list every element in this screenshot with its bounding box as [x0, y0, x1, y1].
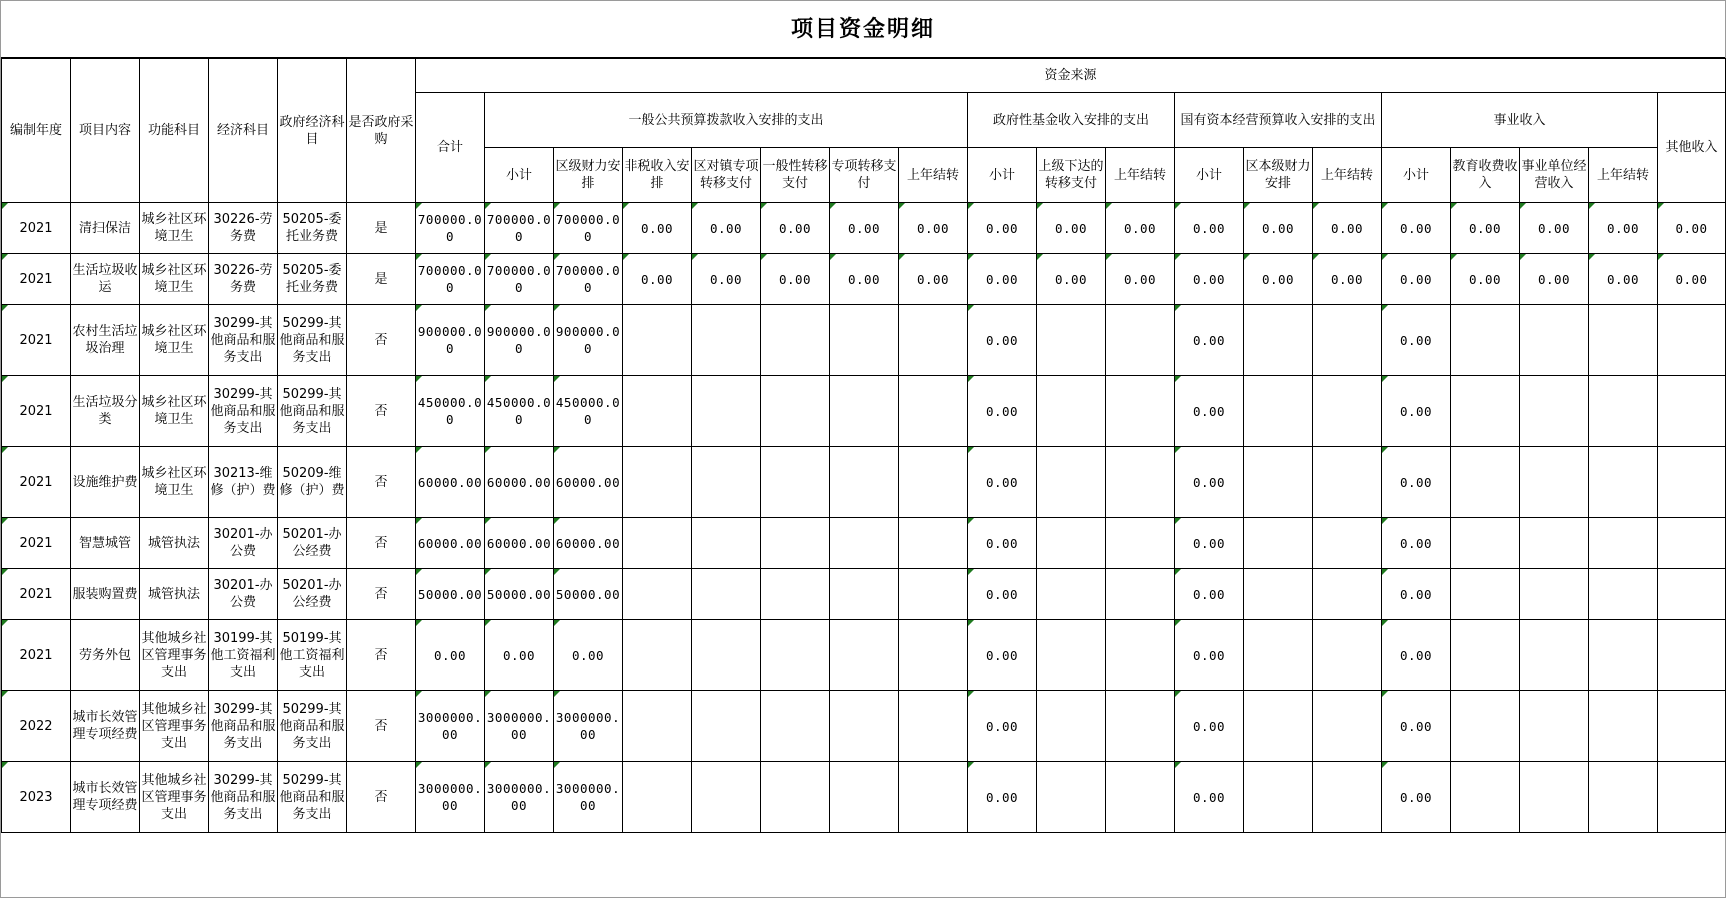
cell-bi-education[interactable]	[1451, 447, 1520, 518]
cell-content[interactable]: 智慧城管	[71, 518, 140, 569]
cell-sc-district[interactable]	[1244, 620, 1313, 691]
cell-bi-unit-operation[interactable]	[1520, 762, 1589, 833]
cell-content[interactable]: 生活垃圾分类	[71, 376, 140, 447]
cell-gf-upper-transfer[interactable]	[1037, 691, 1106, 762]
cell-gb-district[interactable]: 60000.00	[554, 447, 623, 518]
cell-year[interactable]: 2021	[2, 447, 71, 518]
cell-bi-carryover[interactable]	[1589, 447, 1658, 518]
cell-economic[interactable]: 30226-劳务费	[209, 254, 278, 305]
cell-gf-subtotal[interactable]: 0.00	[968, 203, 1037, 254]
cell-gb-carryover[interactable]	[899, 305, 968, 376]
cell-sc-district[interactable]	[1244, 376, 1313, 447]
cell-gov-economic[interactable]: 50299-其他商品和服务支出	[278, 691, 347, 762]
cell-gf-carryover[interactable]	[1106, 447, 1175, 518]
cell-function[interactable]: 城乡社区环境卫生	[140, 305, 209, 376]
cell-bi-education[interactable]	[1451, 762, 1520, 833]
cell-gb-subtotal[interactable]: 0.00	[485, 620, 554, 691]
cell-content[interactable]: 农村生活垃圾治理	[71, 305, 140, 376]
cell-bi-unit-operation[interactable]	[1520, 518, 1589, 569]
header-bi-education: 教育收费收入	[1451, 148, 1520, 203]
cell-function[interactable]: 其他城乡社区管理事务支出	[140, 620, 209, 691]
cell-bi-carryover[interactable]	[1589, 691, 1658, 762]
cell-bi-unit-operation[interactable]	[1520, 376, 1589, 447]
cell-gf-subtotal[interactable]: 0.00	[968, 518, 1037, 569]
cell-other-income[interactable]	[1658, 762, 1726, 833]
cell-bi-education[interactable]: 0.00	[1451, 254, 1520, 305]
cell-bi-subtotal[interactable]: 0.00	[1382, 620, 1451, 691]
cell-gb-town-transfer[interactable]	[692, 620, 761, 691]
cell-gf-upper-transfer[interactable]	[1037, 518, 1106, 569]
cell-gb-subtotal[interactable]: 900000.00	[485, 305, 554, 376]
cell-gf-upper-transfer[interactable]	[1037, 447, 1106, 518]
table-row	[2, 691, 1726, 762]
header-state-capital: 国有资本经营预算收入安排的支出	[1175, 93, 1382, 148]
cell-gb-nontax[interactable]	[623, 305, 692, 376]
cell-sc-subtotal[interactable]: 0.00	[1175, 762, 1244, 833]
header-other-income: 其他收入	[1658, 93, 1726, 203]
cell-gb-district[interactable]: 700000.00	[554, 254, 623, 305]
cell-gf-carryover[interactable]	[1106, 305, 1175, 376]
header-sc-carryover: 上年结转	[1313, 148, 1382, 203]
cell-bi-carryover[interactable]	[1589, 376, 1658, 447]
cell-gb-general-transfer[interactable]	[761, 620, 830, 691]
cell-gb-nontax[interactable]: 0.00	[623, 203, 692, 254]
cell-gb-special-transfer[interactable]	[830, 518, 899, 569]
header-sc-district: 区本级财力安排	[1244, 148, 1313, 203]
cell-gov-economic[interactable]: 50299-其他商品和服务支出	[278, 376, 347, 447]
cell-gf-subtotal[interactable]: 0.00	[968, 254, 1037, 305]
cell-gb-general-transfer[interactable]	[761, 762, 830, 833]
cell-content[interactable]: 生活垃圾收运	[71, 254, 140, 305]
cell-gf-subtotal[interactable]: 0.00	[968, 762, 1037, 833]
cell-bi-education[interactable]	[1451, 691, 1520, 762]
cell-gb-town-transfer[interactable]	[692, 376, 761, 447]
cell-economic[interactable]: 30201-办公费	[209, 518, 278, 569]
cell-gf-subtotal[interactable]: 0.00	[968, 620, 1037, 691]
cell-gb-general-transfer[interactable]	[761, 447, 830, 518]
cell-function[interactable]: 城乡社区环境卫生	[140, 203, 209, 254]
cell-content[interactable]: 城市长效管理专项经费	[71, 762, 140, 833]
cell-gb-town-transfer[interactable]	[692, 691, 761, 762]
header-gb-general-transfer: 一般性转移支付	[761, 148, 830, 203]
cell-gf-upper-transfer[interactable]	[1037, 376, 1106, 447]
table-row	[2, 376, 1726, 447]
cell-gb-carryover[interactable]	[899, 447, 968, 518]
cell-year[interactable]: 2021	[2, 305, 71, 376]
table-row	[2, 620, 1726, 691]
cell-gb-general-transfer[interactable]	[761, 518, 830, 569]
cell-sc-carryover[interactable]	[1313, 620, 1382, 691]
cell-gb-general-transfer[interactable]: 0.00	[761, 203, 830, 254]
cell-gf-carryover[interactable]	[1106, 376, 1175, 447]
cell-gb-district[interactable]: 900000.00	[554, 305, 623, 376]
header-bi-carryover: 上年结转	[1589, 148, 1658, 203]
cell-gf-carryover[interactable]	[1106, 762, 1175, 833]
cell-year[interactable]: 2023	[2, 762, 71, 833]
header-gb-carryover: 上年结转	[899, 148, 968, 203]
header-fund-source: 资金来源	[416, 59, 1726, 93]
header-bi-subtotal: 小计	[1382, 148, 1451, 203]
cell-sc-carryover[interactable]	[1313, 569, 1382, 620]
cell-sc-carryover[interactable]	[1313, 305, 1382, 376]
cell-function[interactable]: 城乡社区环境卫生	[140, 254, 209, 305]
cell-gf-carryover[interactable]	[1106, 518, 1175, 569]
cell-sc-district[interactable]	[1244, 518, 1313, 569]
cell-gb-town-transfer[interactable]	[692, 305, 761, 376]
cell-gb-carryover[interactable]	[899, 518, 968, 569]
cell-total[interactable]: 50000.00	[416, 569, 485, 620]
cell-bi-subtotal[interactable]: 0.00	[1382, 569, 1451, 620]
cell-year[interactable]: 2021	[2, 518, 71, 569]
cell-bi-subtotal[interactable]: 0.00	[1382, 518, 1451, 569]
cell-other-income[interactable]	[1658, 691, 1726, 762]
cell-sc-district[interactable]: 0.00	[1244, 203, 1313, 254]
cell-gb-district[interactable]: 450000.00	[554, 376, 623, 447]
cell-procurement[interactable]: 否	[347, 569, 416, 620]
cell-gb-general-transfer[interactable]	[761, 569, 830, 620]
cell-gb-special-transfer[interactable]: 0.00	[830, 203, 899, 254]
cell-procurement[interactable]: 否	[347, 376, 416, 447]
cell-bi-subtotal[interactable]: 0.00	[1382, 203, 1451, 254]
cell-content[interactable]: 设施维护费	[71, 447, 140, 518]
cell-economic[interactable]: 30299-其他商品和服务支出	[209, 376, 278, 447]
cell-function[interactable]: 城乡社区环境卫生	[140, 376, 209, 447]
cell-sc-carryover[interactable]: 0.00	[1313, 254, 1382, 305]
header-bi-unit-operation: 事业单位经营收入	[1520, 148, 1589, 203]
cell-gb-town-transfer[interactable]	[692, 762, 761, 833]
cell-gb-general-transfer[interactable]	[761, 691, 830, 762]
cell-gf-subtotal[interactable]: 0.00	[968, 376, 1037, 447]
header-gov-economic: 政府经济科目	[278, 59, 347, 203]
cell-gb-special-transfer[interactable]	[830, 569, 899, 620]
cell-gb-nontax[interactable]	[623, 518, 692, 569]
cell-sc-subtotal[interactable]: 0.00	[1175, 569, 1244, 620]
cell-economic[interactable]: 30201-办公费	[209, 569, 278, 620]
cell-gov-economic[interactable]: 50201-办公经费	[278, 518, 347, 569]
cell-gb-special-transfer[interactable]	[830, 620, 899, 691]
cell-gf-carryover[interactable]: 0.00	[1106, 254, 1175, 305]
cell-content[interactable]: 清扫保洁	[71, 203, 140, 254]
cell-sc-carryover[interactable]	[1313, 762, 1382, 833]
cell-bi-unit-operation[interactable]: 0.00	[1520, 254, 1589, 305]
cell-bi-subtotal[interactable]: 0.00	[1382, 376, 1451, 447]
cell-sc-carryover[interactable]	[1313, 376, 1382, 447]
table-row	[2, 305, 1726, 376]
cell-procurement[interactable]: 否	[347, 447, 416, 518]
cell-gb-special-transfer[interactable]	[830, 447, 899, 518]
cell-bi-subtotal[interactable]: 0.00	[1382, 447, 1451, 518]
cell-gov-economic[interactable]: 50299-其他商品和服务支出	[278, 762, 347, 833]
cell-function[interactable]: 其他城乡社区管理事务支出	[140, 762, 209, 833]
cell-total[interactable]: 60000.00	[416, 518, 485, 569]
cell-gov-economic[interactable]: 50199-其他工资福利支出	[278, 620, 347, 691]
cell-gb-subtotal[interactable]: 450000.00	[485, 376, 554, 447]
cell-bi-unit-operation[interactable]	[1520, 569, 1589, 620]
cell-economic[interactable]: 30299-其他商品和服务支出	[209, 762, 278, 833]
cell-gb-special-transfer[interactable]	[830, 305, 899, 376]
header-gf-upper-transfer: 上级下达的转移支付	[1037, 148, 1106, 203]
cell-gb-subtotal[interactable]: 50000.00	[485, 569, 554, 620]
cell-sc-subtotal[interactable]: 0.00	[1175, 518, 1244, 569]
header-gb-subtotal: 小计	[485, 148, 554, 203]
cell-sc-carryover[interactable]	[1313, 518, 1382, 569]
header-general-budget: 一般公共预算拨款收入安排的支出	[485, 93, 968, 148]
header-content: 项目内容	[71, 59, 140, 203]
header-sc-subtotal: 小计	[1175, 148, 1244, 203]
cell-gb-district[interactable]: 700000.00	[554, 203, 623, 254]
cell-gb-nontax[interactable]	[623, 691, 692, 762]
cell-total[interactable]: 3000000.00	[416, 691, 485, 762]
cell-gb-nontax[interactable]	[623, 447, 692, 518]
cell-gb-nontax[interactable]: 0.00	[623, 254, 692, 305]
cell-bi-carryover[interactable]: 0.00	[1589, 254, 1658, 305]
cell-procurement[interactable]: 是	[347, 254, 416, 305]
cell-gb-subtotal[interactable]: 60000.00	[485, 447, 554, 518]
cell-total[interactable]: 700000.00	[416, 254, 485, 305]
cell-gf-subtotal[interactable]: 0.00	[968, 447, 1037, 518]
cell-content[interactable]: 劳务外包	[71, 620, 140, 691]
cell-gf-upper-transfer[interactable]	[1037, 620, 1106, 691]
header-procurement: 是否政府采购	[347, 59, 416, 203]
header-year: 编制年度	[2, 59, 71, 203]
cell-year[interactable]: 2021	[2, 376, 71, 447]
cell-gf-carryover[interactable]	[1106, 569, 1175, 620]
cell-gf-subtotal[interactable]: 0.00	[968, 691, 1037, 762]
cell-bi-unit-operation[interactable]	[1520, 620, 1589, 691]
cell-sc-district[interactable]: 0.00	[1244, 254, 1313, 305]
header-gf-carryover: 上年结转	[1106, 148, 1175, 203]
cell-sc-subtotal[interactable]: 0.00	[1175, 305, 1244, 376]
cell-bi-education[interactable]	[1451, 518, 1520, 569]
cell-gb-district[interactable]: 3000000.00	[554, 762, 623, 833]
cell-bi-carryover[interactable]	[1589, 762, 1658, 833]
cell-gf-carryover[interactable]	[1106, 691, 1175, 762]
cell-bi-subtotal[interactable]: 0.00	[1382, 254, 1451, 305]
cell-gov-economic[interactable]: 50205-委托业务费	[278, 203, 347, 254]
cell-gb-general-transfer[interactable]	[761, 376, 830, 447]
cell-bi-carryover[interactable]	[1589, 620, 1658, 691]
cell-gb-town-transfer[interactable]	[692, 518, 761, 569]
cell-economic[interactable]: 30199-其他工资福利支出	[209, 620, 278, 691]
header-function: 功能科目	[140, 59, 209, 203]
cell-procurement[interactable]: 否	[347, 518, 416, 569]
header-gb-nontax: 非税收入安排	[623, 148, 692, 203]
cell-gb-special-transfer[interactable]: 0.00	[830, 254, 899, 305]
cell-bi-carryover[interactable]	[1589, 569, 1658, 620]
cell-gb-carryover[interactable]	[899, 762, 968, 833]
cell-total[interactable]: 450000.00	[416, 376, 485, 447]
cell-gb-subtotal[interactable]: 700000.00	[485, 203, 554, 254]
cell-gb-carryover[interactable]: 0.00	[899, 254, 968, 305]
cell-procurement[interactable]: 否	[347, 620, 416, 691]
cell-gf-subtotal[interactable]: 0.00	[968, 569, 1037, 620]
cell-procurement[interactable]: 是	[347, 203, 416, 254]
cell-bi-unit-operation[interactable]	[1520, 305, 1589, 376]
header-business-income: 事业收入	[1382, 93, 1658, 148]
cell-bi-education[interactable]	[1451, 620, 1520, 691]
cell-other-income[interactable]: 0.00	[1658, 254, 1726, 305]
cell-total[interactable]: 0.00	[416, 620, 485, 691]
cell-sc-subtotal[interactable]: 0.00	[1175, 691, 1244, 762]
cell-sc-carryover[interactable]	[1313, 691, 1382, 762]
cell-total[interactable]: 900000.00	[416, 305, 485, 376]
cell-bi-unit-operation[interactable]	[1520, 447, 1589, 518]
table-row	[2, 203, 1726, 254]
cell-function[interactable]: 其他城乡社区管理事务支出	[140, 691, 209, 762]
cell-other-income[interactable]	[1658, 620, 1726, 691]
cell-gf-carryover[interactable]: 0.00	[1106, 203, 1175, 254]
cell-other-income[interactable]: 0.00	[1658, 203, 1726, 254]
cell-bi-education[interactable]	[1451, 569, 1520, 620]
cell-other-income[interactable]	[1658, 305, 1726, 376]
cell-bi-education[interactable]: 0.00	[1451, 203, 1520, 254]
cell-gb-carryover[interactable]	[899, 376, 968, 447]
cell-sc-carryover[interactable]: 0.00	[1313, 203, 1382, 254]
cell-gb-general-transfer[interactable]	[761, 305, 830, 376]
table-body	[2, 203, 1726, 833]
cell-sc-district[interactable]	[1244, 447, 1313, 518]
cell-bi-carryover[interactable]: 0.00	[1589, 203, 1658, 254]
cell-gb-town-transfer[interactable]: 0.00	[692, 203, 761, 254]
cell-other-income[interactable]	[1658, 569, 1726, 620]
cell-gov-economic[interactable]: 50299-其他商品和服务支出	[278, 305, 347, 376]
cell-gb-subtotal[interactable]: 700000.00	[485, 254, 554, 305]
cell-bi-unit-operation[interactable]: 0.00	[1520, 203, 1589, 254]
cell-sc-district[interactable]	[1244, 762, 1313, 833]
table-row	[2, 254, 1726, 305]
cell-procurement[interactable]: 否	[347, 691, 416, 762]
cell-function[interactable]: 城管执法	[140, 569, 209, 620]
cell-bi-carryover[interactable]	[1589, 518, 1658, 569]
header-economic: 经济科目	[209, 59, 278, 203]
cell-year[interactable]: 2021	[2, 569, 71, 620]
header-total: 合计	[416, 93, 485, 203]
cell-gf-upper-transfer[interactable]	[1037, 305, 1106, 376]
cell-gb-subtotal[interactable]: 3000000.00	[485, 762, 554, 833]
table-row	[2, 762, 1726, 833]
cell-year[interactable]: 2021	[2, 254, 71, 305]
cell-content[interactable]: 服装购置费	[71, 569, 140, 620]
cell-function[interactable]: 城乡社区环境卫生	[140, 447, 209, 518]
cell-bi-unit-operation[interactable]	[1520, 691, 1589, 762]
cell-total[interactable]: 60000.00	[416, 447, 485, 518]
cell-total[interactable]: 700000.00	[416, 203, 485, 254]
cell-bi-carryover[interactable]	[1589, 305, 1658, 376]
cell-gb-nontax[interactable]	[623, 569, 692, 620]
cell-gb-district[interactable]: 60000.00	[554, 518, 623, 569]
cell-procurement[interactable]: 否	[347, 762, 416, 833]
table-row	[2, 518, 1726, 569]
table-header	[2, 59, 1726, 203]
cell-gov-economic[interactable]: 50205-委托业务费	[278, 254, 347, 305]
header-gov-fund: 政府性基金收入安排的支出	[968, 93, 1175, 148]
cell-gf-upper-transfer[interactable]	[1037, 762, 1106, 833]
cell-gb-district[interactable]: 0.00	[554, 620, 623, 691]
cell-other-income[interactable]	[1658, 376, 1726, 447]
cell-year[interactable]: 2022	[2, 691, 71, 762]
header-gb-town-transfer: 区对镇专项转移支付	[692, 148, 761, 203]
cell-gf-upper-transfer[interactable]: 0.00	[1037, 203, 1106, 254]
cell-total[interactable]: 3000000.00	[416, 762, 485, 833]
cell-bi-subtotal[interactable]: 0.00	[1382, 305, 1451, 376]
cell-sc-subtotal[interactable]: 0.00	[1175, 254, 1244, 305]
cell-gb-carryover[interactable]	[899, 691, 968, 762]
cell-gb-subtotal[interactable]: 3000000.00	[485, 691, 554, 762]
header-gb-district: 区级财力安排	[554, 148, 623, 203]
cell-gb-special-transfer[interactable]	[830, 762, 899, 833]
cell-sc-district[interactable]	[1244, 305, 1313, 376]
cell-sc-subtotal[interactable]: 0.00	[1175, 620, 1244, 691]
cell-content[interactable]: 城市长效管理专项经费	[71, 691, 140, 762]
cell-gb-district[interactable]: 50000.00	[554, 569, 623, 620]
cell-gb-nontax[interactable]	[623, 620, 692, 691]
cell-gb-nontax[interactable]	[623, 762, 692, 833]
cell-other-income[interactable]	[1658, 447, 1726, 518]
cell-gov-economic[interactable]: 50201-办公经费	[278, 569, 347, 620]
fund-detail-table	[1, 58, 1726, 833]
cell-sc-subtotal[interactable]: 0.00	[1175, 447, 1244, 518]
cell-gf-upper-transfer[interactable]	[1037, 569, 1106, 620]
cell-gb-general-transfer[interactable]: 0.00	[761, 254, 830, 305]
cell-bi-education[interactable]	[1451, 376, 1520, 447]
cell-gb-special-transfer[interactable]	[830, 376, 899, 447]
cell-year[interactable]: 2021	[2, 620, 71, 691]
cell-gb-town-transfer[interactable]	[692, 447, 761, 518]
page-title: 项目资金明细	[1, 1, 1725, 58]
cell-gf-upper-transfer[interactable]: 0.00	[1037, 254, 1106, 305]
cell-gb-carryover[interactable]	[899, 569, 968, 620]
cell-bi-subtotal[interactable]: 0.00	[1382, 691, 1451, 762]
table-row	[2, 569, 1726, 620]
cell-gf-subtotal[interactable]: 0.00	[968, 305, 1037, 376]
cell-sc-district[interactable]	[1244, 691, 1313, 762]
cell-economic[interactable]: 30299-其他商品和服务支出	[209, 305, 278, 376]
cell-gb-carryover[interactable]	[899, 620, 968, 691]
cell-gb-carryover[interactable]: 0.00	[899, 203, 968, 254]
cell-bi-education[interactable]	[1451, 305, 1520, 376]
cell-gb-special-transfer[interactable]	[830, 691, 899, 762]
cell-sc-subtotal[interactable]: 0.00	[1175, 203, 1244, 254]
cell-gb-town-transfer[interactable]: 0.00	[692, 254, 761, 305]
cell-function[interactable]: 城管执法	[140, 518, 209, 569]
cell-year[interactable]: 2021	[2, 203, 71, 254]
table-row	[2, 447, 1726, 518]
header-gf-subtotal: 小计	[968, 148, 1037, 203]
cell-sc-district[interactable]	[1244, 569, 1313, 620]
cell-sc-carryover[interactable]	[1313, 447, 1382, 518]
cell-procurement[interactable]: 否	[347, 305, 416, 376]
cell-gb-subtotal[interactable]: 60000.00	[485, 518, 554, 569]
cell-economic[interactable]: 30213-维修（护）费	[209, 447, 278, 518]
cell-gb-town-transfer[interactable]	[692, 569, 761, 620]
cell-other-income[interactable]	[1658, 518, 1726, 569]
cell-economic[interactable]: 30299-其他商品和服务支出	[209, 691, 278, 762]
cell-sc-subtotal[interactable]: 0.00	[1175, 376, 1244, 447]
cell-gb-district[interactable]: 3000000.00	[554, 691, 623, 762]
header-gb-special-transfer: 专项转移支付	[830, 148, 899, 203]
cell-gb-nontax[interactable]	[623, 376, 692, 447]
cell-bi-subtotal[interactable]: 0.00	[1382, 762, 1451, 833]
cell-gf-carryover[interactable]	[1106, 620, 1175, 691]
cell-gov-economic[interactable]: 50209-维修（护）费	[278, 447, 347, 518]
cell-economic[interactable]: 30226-劳务费	[209, 203, 278, 254]
